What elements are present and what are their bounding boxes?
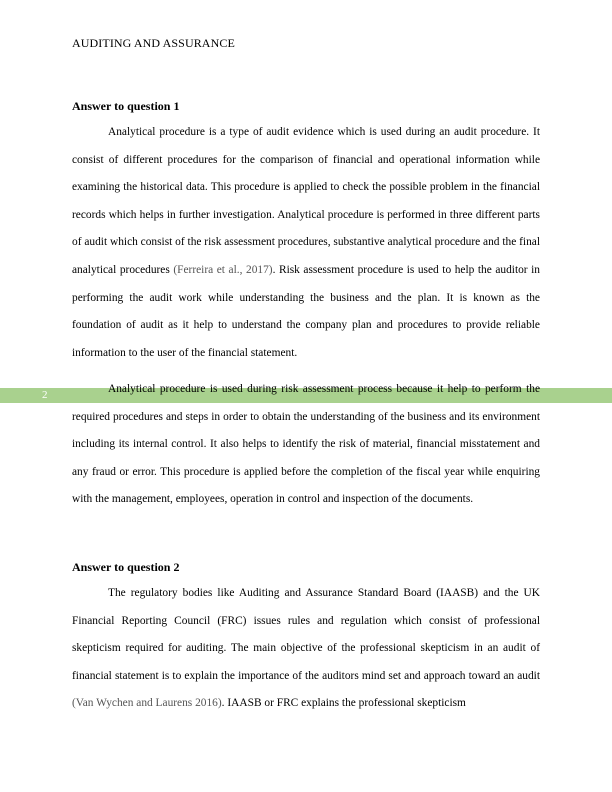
page-number: 2 <box>42 389 48 401</box>
section-heading-q2: Answer to question 2 <box>72 560 180 574</box>
paragraph-text: The regulatory bodies like Auditing and Assurance Standard Board (IAASB) and the UK Financial Reporting Council (FRC) issues rules and regulation which consist of professional skepticism required for auditing. The main objective of the professional skepticism in an audit of financial statement is to explain the importance of the auditors mind set and approach toward an audit <box>72 587 540 682</box>
paragraph-text: . Risk assessment procedure is used to help the auditor in performing the audit work while understanding the business and the plan. It is known as the foundation of audit as it help to understand the company plan and procedures to provide reliable information to the user of the financial statement. <box>72 263 541 359</box>
running-header: AUDITING AND ASSURANCE <box>72 36 235 50</box>
citation: (Van Wychen and Laurens 2016) <box>72 697 222 710</box>
paragraph-q2-1 <box>72 580 540 718</box>
paragraph-text: Analytical procedure is a type of audit evidence which is used during an audit procedure. It consist of different procedures for the comparison of financial and operational information while examining the historical data. This procedure is applied to check the possible problem in the financial records which helps in further investigation. Analytical procedure is performed in three different parts of audit which consist of the risk assessment procedures, substantive analytical procedure and the final analytical procedures <box>72 126 540 276</box>
citation: (Ferreira et al., 2017) <box>173 263 273 276</box>
paragraph-q1-1 <box>72 119 540 367</box>
paragraph-q1-2: Analytical procedure is used during risk assessment process because it help to perform the required procedures and steps in order to obtain the understanding of the business and its environment including its internal control. It also helps to identify the risk of material, financial misstatement and any fraud or error. This procedure is applied before the completion of the fiscal year while enquiring with the management, employees, operation in control and inspection of the documents. <box>72 383 540 506</box>
section-heading-q1: Answer to question 1 <box>72 99 180 113</box>
paragraph-text: . IAASB or FRC explains the professional skepticism <box>221 697 466 710</box>
